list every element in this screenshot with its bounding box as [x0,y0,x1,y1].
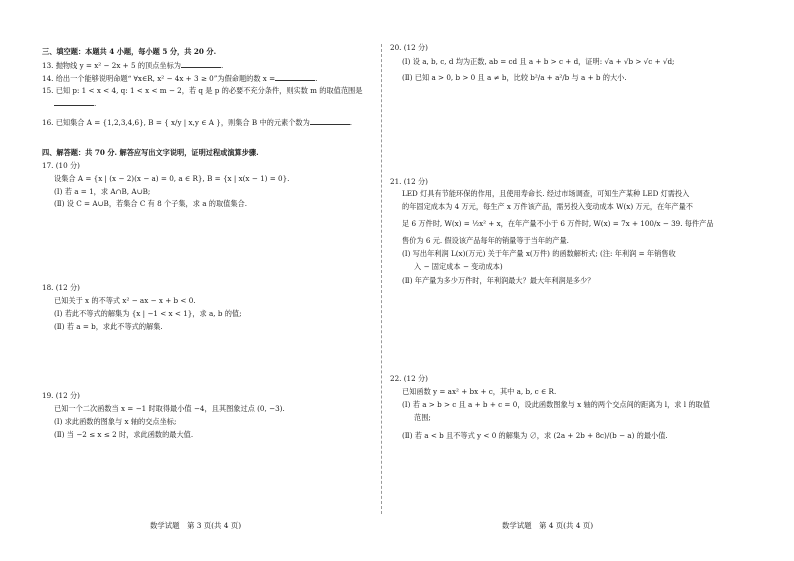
question-19-header: 19. (12 分) [42,391,80,400]
question-22-part-1-cont: 范围; [414,413,431,422]
exam-page-4 [384,0,794,561]
question-16: 16. 已知集合 A = {1,2,3,4,6}, B = { x/y | x,y ∈ A }，则集合 B 中的元素个数为 . [42,118,353,127]
answer-blank [181,61,221,68]
question-20-part-1: (Ⅰ) 设 a, b, c, d 均为正数, ab = cd 且 a + b > c + d，证明: √a + √b > √c + √d; [402,57,675,66]
question-19-part-1: (Ⅰ) 求此函数的图象与 x 轴的交点坐标; [54,417,177,426]
exam-page-3 [0,0,380,561]
question-22-part-1: (Ⅰ) 若 a > b > c 且 a + b + c = 0，设此函数图象与 x 轴的两个交点间的距离为 l，求 l 的取值 [402,400,710,409]
question-22-header: 22. (12 分) [390,374,428,383]
question-21-line-4: 售价为 6 元. 假设该产品每年的销量等于当年的产量. [402,236,569,245]
column-divider [381,44,382,514]
page-footer: 数学试题 第 4 页(共 4 页) [502,521,594,530]
question-21-part-1: (Ⅰ) 写出年利润 L(x)(万元) 关于年产量 x(万件) 的函数解析式; (注: 年利润 = 年销售收 [402,249,676,258]
question-21-part-2: (Ⅱ) 年产量为多少万件时，年利润最大？最大年利润是多少？ [402,276,595,285]
question-14: 14. 给出一个能够说明命题“ ∀x∈R, x² − 4x + 3 ≥ 0”为假命题的数 x = . [42,74,318,83]
question-20-part-2: (Ⅱ) 已知 a > 0, b > 0 且 a ≠ b，比较 b²/a + a²/b 与 a + b 的大小. [402,73,627,82]
question-18-part-1: (Ⅰ) 若此不等式的解集为 {x | −1 < x < 1}，求 a, b 的值; [54,309,242,318]
question-17-part-1: (Ⅰ) 若 a = 1，求 A∩B, A∪B; [54,187,151,196]
question-17-header: 17. (10 分) [42,161,80,170]
question-22-part-2: (Ⅱ) 若 a < b 且不等式 y < 0 的解集为 ∅，求 (2a + 2b + 8c)/(b − a) 的最小值. [402,431,668,440]
question-13: 13. 抛物线 y = x² − 2x + 5 的顶点坐标为 . [42,61,224,70]
question-21-line-2: 的年固定成本为 4 万元，每生产 x 万件该产品，需另投入变动成本 W(x) 万元，在年产量不 [402,202,693,211]
question-21-header: 21. (12 分) [390,177,428,186]
question-21-line-1: LED 灯具有节能环保的作用，且使用寿命长. 经过市场调查，可知生产某种 LED 灯需投入 [402,189,690,198]
question-15: 15. 已知 p: 1 < x < 4, q: 1 < x < m − 2，若 q 是 p 的必要不充分条件，则实数 m 的取值范围是 [42,86,363,95]
answer-blank [310,118,350,125]
question-20-header: 20. (12 分) [390,43,428,52]
question-18-intro: 已知关于 x 的不等式 x² − ax − x + b < 0. [54,296,196,305]
question-18-part-2: (Ⅱ) 若 a = b，求此不等式的解集. [54,322,163,331]
answer-blank: . [54,99,96,107]
question-21-line-3: 足 6 万件时, W(x) = ½x² + x，在年产量不小于 6 万件时, W(x) = 7x + 100/x − 39. 每件产品 [402,219,714,228]
question-21-part-1-note: 入 − 固定成本 − 变动成本) [414,262,503,271]
question-17-intro: 设集合 A = {x | (x − 2)(x − a) = 0, a ∈ R}, B = {x | x(x − 1) = 0}. [54,174,290,183]
question-22-intro: 已知函数 y = ax² + bx + c，其中 a, b, c ∈ R. [402,387,557,396]
section-4-title: 四、解答题：共 70 分. 解答应写出文字说明，证明过程或演算步骤. [42,148,259,157]
question-19-intro: 已知一个二次函数当 x = −1 时取得最小值 −4，且其图象过点 (0, −3). [54,404,285,413]
question-17-part-2: (Ⅱ) 设 C = A∪B，若集合 C 有 8 个子集，求 a 的取值集合. [54,199,248,208]
question-18-header: 18. (12 分) [42,283,80,292]
page-footer: 数学试题 第 3 页(共 4 页) [150,521,242,530]
question-19-part-2: (Ⅱ) 当 −2 ≤ x ≤ 2 时，求此函数的最大值. [54,430,194,439]
section-3-title: 三、填空题：本题共 4 小题，每小题 5 分，共 20 分. [42,47,217,56]
answer-blank [275,74,315,81]
